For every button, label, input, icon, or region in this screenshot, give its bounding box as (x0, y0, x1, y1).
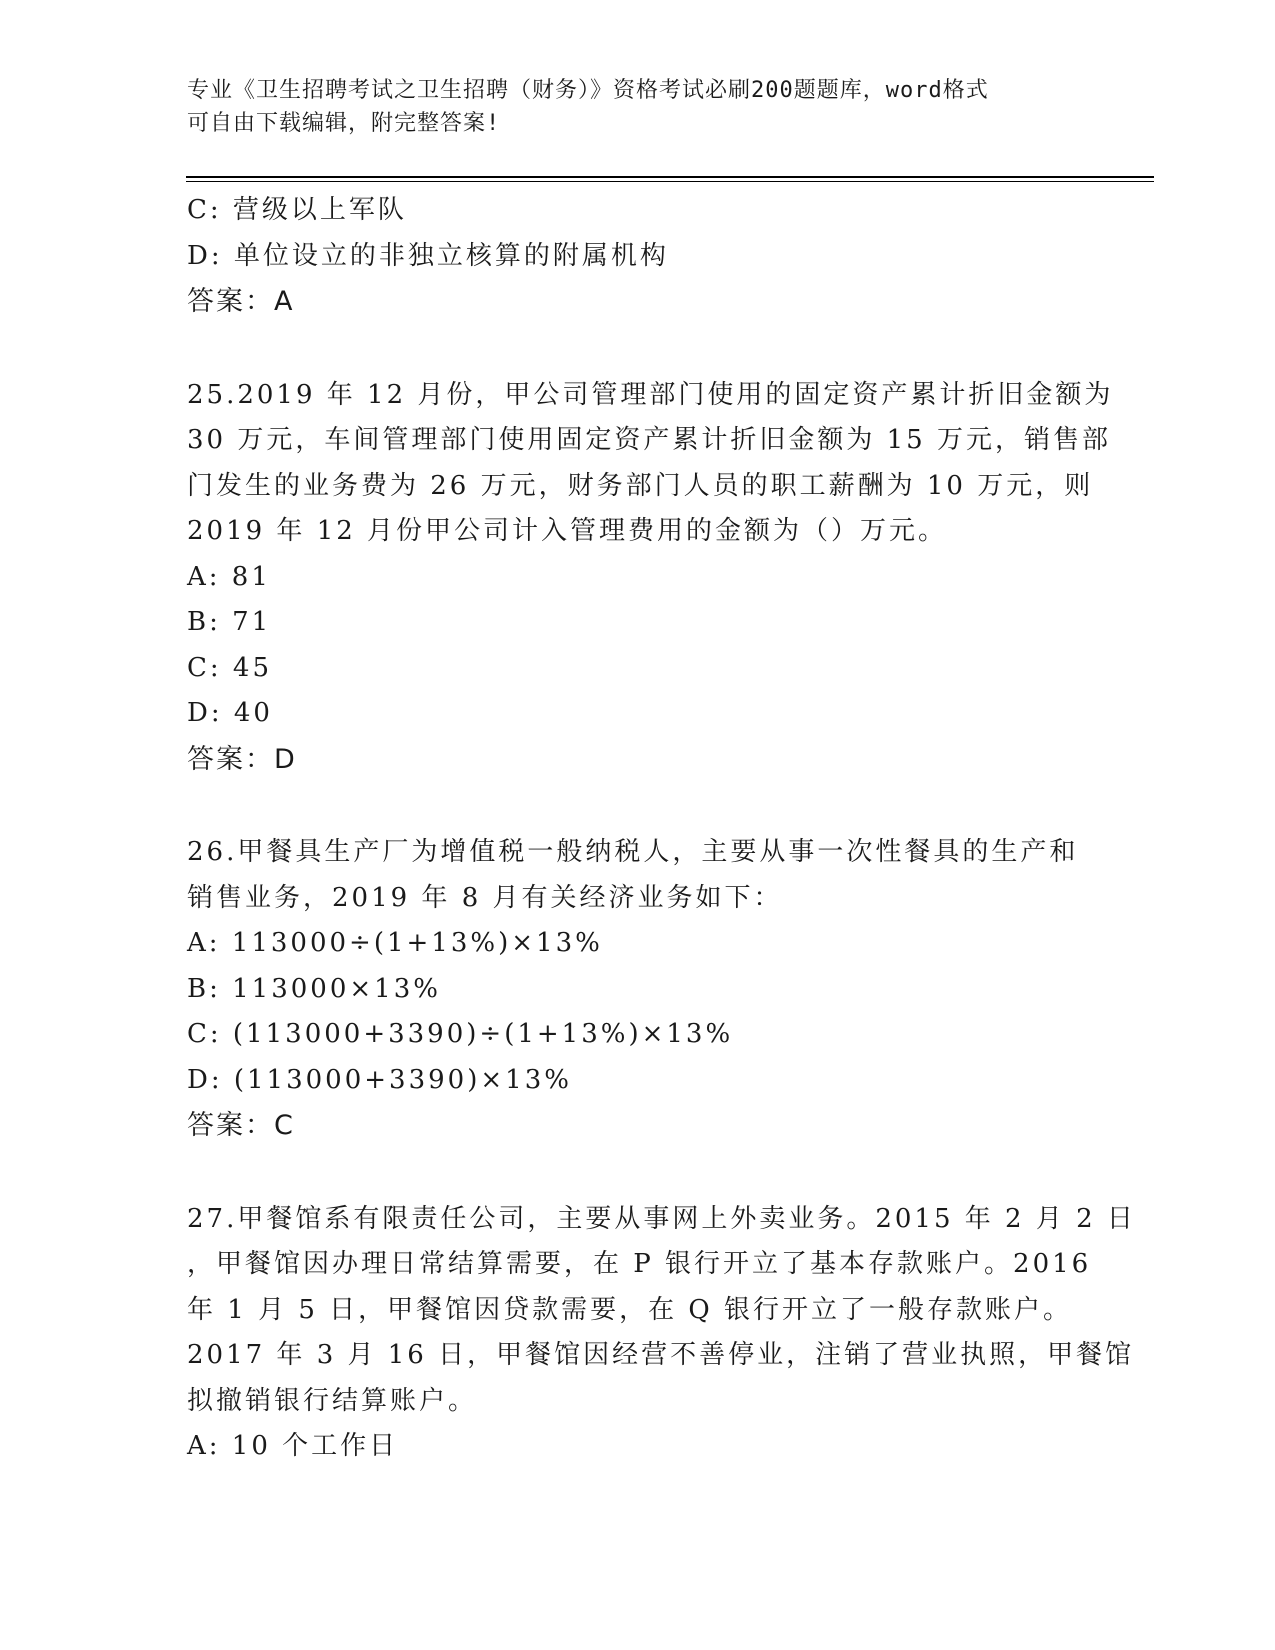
question-text-line: 26.甲餐具生产厂为增值税一般纳税人，主要从事一次性餐具的生产和 (187, 837, 1079, 867)
question-text-line: ，甲餐馆因办理日常结算需要，在 P 银行开立了基本存款账户。2016 (187, 1249, 1092, 1279)
question-25 (187, 373, 1114, 783)
spacer (187, 325, 1097, 373)
answer-line: 答案：A (187, 286, 295, 317)
spacer (187, 1149, 1097, 1197)
option-c: C: 营级以上军队 (187, 195, 407, 225)
question-26 (187, 830, 1097, 1149)
question-content (187, 188, 1136, 1470)
question-text-line: 25.2019 年 12 月份，甲公司管理部门使用的固定资产累计折旧金额为 (187, 379, 1114, 410)
page-header (187, 74, 1087, 140)
answer-line: 答案：C (187, 1110, 295, 1141)
question-text-line: 年 1 月 5 日，甲餐馆因贷款需要，在 Q 银行开立了一般存款账户。 (187, 1294, 1072, 1325)
header-divider-top (186, 176, 1154, 178)
question-text-line: 30 万元，车间管理部门使用固定资产累计折旧金额为 15 万元，销售部 (187, 425, 1111, 455)
option-b: B: 113000×13% (187, 973, 441, 1004)
question-text-line: 2017 年 3 月 16 日，甲餐馆因经营不善停业，注销了营业执照，甲餐馆 (187, 1340, 1135, 1370)
option-b: B: 71 (187, 607, 272, 637)
option-a: A: 113000÷(1+13%)×13% (187, 928, 603, 958)
spacer (187, 782, 1097, 830)
option-d: D: 单位设立的非独立核算的附属机构 (187, 240, 669, 271)
option-c: C: (113000+3390)÷(1+13%)×13% (187, 1019, 734, 1049)
answer-line: 答案：D (187, 743, 297, 775)
question-text-line: 2019 年 12 月份甲公司计入管理费用的金额为（）万元。 (187, 516, 948, 546)
question-27 (187, 1197, 1136, 1470)
option-a: A: 81 (187, 561, 271, 592)
header-divider-bottom (186, 181, 1154, 182)
option-c: C: 45 (187, 652, 273, 683)
question-text-line: 销售业务，2019 年 8 月有关经济业务如下： (187, 882, 783, 913)
question-text-line: 27.甲餐馆系有限责任公司，主要从事网上外卖业务。2015 年 2 月 2 日 (187, 1203, 1136, 1234)
option-d: D: 40 (187, 698, 273, 728)
question-text-line: 拟撤销银行结算账户。 (187, 1385, 478, 1416)
header-title-line-1: 专业《卫生招聘考试之卫生招聘（财务）》资格考试必刷200题题库，word格式 (187, 78, 989, 103)
header-title-line-2: 可自由下载编辑，附完整答案! (187, 111, 501, 136)
question-24-tail (187, 188, 1097, 325)
option-d: D: (113000+3390)×13% (187, 1064, 572, 1095)
question-text-line: 门发生的业务费为 26 万元，财务部门人员的职工薪酬为 10 万元，则 (187, 470, 1094, 501)
option-a: A: 10 个工作日 (187, 1431, 399, 1461)
